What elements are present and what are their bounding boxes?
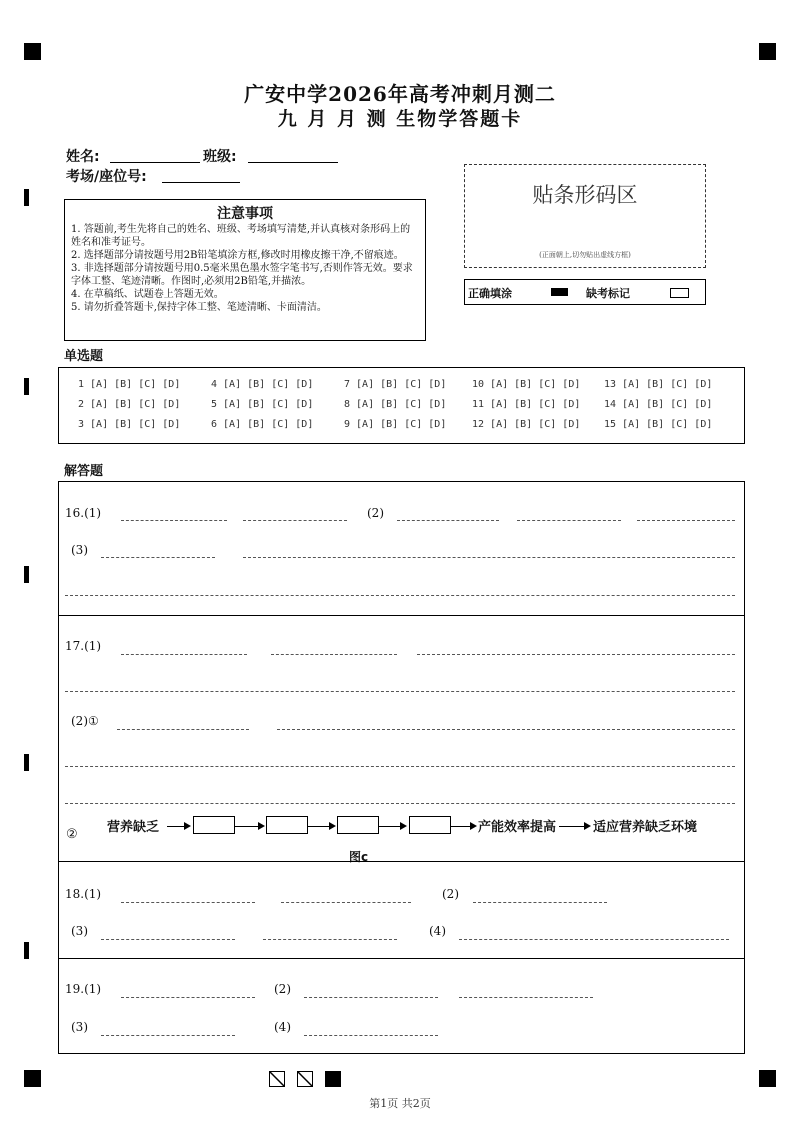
mc-question[interactable]: 10 [A] [B] [C] [D]: [472, 379, 581, 390]
chain-start-text: 营养缺乏: [107, 820, 160, 835]
q17-answer-line[interactable]: [65, 691, 735, 692]
mc-question[interactable]: 3 [A] [B] [C] [D]: [78, 419, 181, 430]
q16-label-2: (2): [367, 506, 384, 520]
page-marker-box: [269, 1071, 285, 1087]
chain-arrow-head: [470, 822, 477, 830]
q17-answer-line[interactable]: [271, 654, 397, 655]
page-marker-slash: [297, 1071, 313, 1087]
name-label: 姓名:: [66, 149, 100, 165]
mc-question[interactable]: 6 [A] [B] [C] [D]: [211, 419, 314, 430]
q18-answer-line[interactable]: [121, 902, 255, 903]
q17-label-1: 17.(1): [65, 639, 102, 653]
timing-mark: [24, 566, 29, 583]
chain-blank-box-1[interactable]: [193, 816, 235, 834]
corner-mark-bottom-left: [24, 1070, 41, 1087]
q18-label-1: 18.(1): [65, 887, 102, 901]
chain-arrow-head: [258, 822, 265, 830]
chain-arrow-head: [184, 822, 191, 830]
timing-mark: [24, 754, 29, 771]
q19-answer-line[interactable]: [304, 1035, 438, 1036]
page-number: 第1页 共2页: [369, 1097, 431, 1110]
chain-arrow: [167, 826, 185, 827]
mc-question[interactable]: 12 [A] [B] [C] [D]: [472, 419, 581, 430]
q16-answer-line[interactable]: [637, 520, 735, 521]
q17-box: [58, 615, 745, 862]
notice-item: 1. 答题前,考生先将自己的姓名、班级、考场填写清楚,并认真核对条形码上的姓名和准考证号。: [71, 224, 411, 248]
correct-fill-label: 正确填涂: [468, 287, 512, 300]
chain-arrow: [451, 826, 471, 827]
mc-question[interactable]: 1 [A] [B] [C] [D]: [78, 379, 181, 390]
corner-mark-top-left: [24, 43, 41, 60]
chain-arrow: [308, 826, 330, 827]
q19-answer-line[interactable]: [459, 997, 593, 998]
mc-section-title: 单选题: [64, 349, 104, 364]
corner-mark-bottom-right: [759, 1070, 776, 1087]
exam-subtitle: 九 月 月 测 生物学答题卡: [277, 108, 523, 130]
answer-section-title: 解答题: [64, 464, 104, 479]
notice-item: 5. 请勿折叠答题卡,保持字体工整、笔迹清晰、卡面清洁。: [71, 302, 327, 313]
q17-label-circle-2: ②: [66, 827, 78, 842]
mc-question[interactable]: 7 [A] [B] [C] [D]: [344, 379, 447, 390]
q18-label-2: (2): [442, 887, 459, 901]
q19-box: [58, 958, 745, 1054]
chain-final-text: 适应营养缺乏环境: [593, 820, 698, 835]
q16-label-1: 16.(1): [65, 506, 102, 520]
q18-label-4: (4): [429, 924, 446, 938]
chain-arrow-head: [400, 822, 407, 830]
chain-blank-box-4[interactable]: [409, 816, 451, 834]
notice-item: 4. 在草稿纸、试题卷上答题无效。: [71, 289, 224, 300]
timing-mark: [24, 942, 29, 959]
mc-answer-box: [58, 367, 745, 444]
notice-title: 注意事项: [217, 206, 273, 222]
seat-label: 考场/座位号:: [66, 169, 147, 185]
notice-box: [64, 199, 426, 341]
chain-blank-box-3[interactable]: [337, 816, 379, 834]
chain-arrow-head: [584, 822, 591, 830]
q16-label-3: (3): [71, 543, 88, 557]
q16-answer-line[interactable]: [243, 557, 735, 558]
q19-label-2: (2): [274, 982, 291, 996]
mc-question[interactable]: 9 [A] [B] [C] [D]: [344, 419, 447, 430]
q18-box: [58, 861, 745, 959]
q16-answer-line[interactable]: [517, 520, 621, 521]
absent-mark-box[interactable]: [670, 288, 689, 298]
fill-legend: [464, 279, 706, 305]
barcode-note: (正面朝上,切勿贴出虚线方框): [539, 251, 631, 259]
q18-answer-line[interactable]: [101, 939, 235, 940]
class-label: 班级:: [203, 149, 237, 165]
q19-answer-line[interactable]: [304, 997, 438, 998]
q16-answer-line[interactable]: [121, 520, 227, 521]
absent-mark-label: 缺考标记: [586, 287, 630, 300]
chain-blank-box-2[interactable]: [266, 816, 308, 834]
q17-answer-line[interactable]: [65, 803, 735, 804]
q16-answer-line[interactable]: [243, 520, 347, 521]
q17-answer-line[interactable]: [117, 729, 249, 730]
class-field[interactable]: [248, 162, 338, 163]
exam-title: 广安中学2026年高考冲刺月测二: [244, 82, 556, 106]
q19-answer-line[interactable]: [121, 997, 255, 998]
q19-label-3: (3): [71, 1020, 88, 1034]
mc-question[interactable]: 8 [A] [B] [C] [D]: [344, 399, 447, 410]
mc-question[interactable]: 15 [A] [B] [C] [D]: [604, 419, 713, 430]
q18-answer-line[interactable]: [263, 939, 397, 940]
q16-box: [58, 481, 745, 616]
q18-answer-line[interactable]: [281, 902, 411, 903]
q19-label-1: 19.(1): [65, 982, 102, 996]
chain-arrow: [379, 826, 401, 827]
notice-item: 2. 选择题部分请按题号用2B铅笔填涂方框,修改时用橡皮擦干净,不留痕迹。: [71, 250, 404, 261]
q17-answer-line[interactable]: [121, 654, 247, 655]
q16-answer-line[interactable]: [101, 557, 215, 558]
q19-label-4: (4): [274, 1020, 291, 1034]
corner-mark-top-right: [759, 43, 776, 60]
q18-answer-line[interactable]: [459, 939, 729, 940]
figure-caption: 图c: [349, 850, 369, 864]
chain-middle-text: 产能效率提高: [478, 820, 557, 835]
chain-arrow: [235, 826, 259, 827]
q17-label-2: (2)①: [71, 714, 99, 728]
q19-answer-line[interactable]: [101, 1035, 235, 1036]
q18-answer-line[interactable]: [473, 902, 607, 903]
q17-answer-line[interactable]: [277, 729, 735, 730]
mc-question[interactable]: 4 [A] [B] [C] [D]: [211, 379, 314, 390]
seat-field[interactable]: [162, 182, 240, 183]
name-field[interactable]: [110, 162, 200, 163]
mc-question[interactable]: 13 [A] [B] [C] [D]: [604, 379, 713, 390]
page-marker-filled: [325, 1071, 341, 1087]
q17-answer-line[interactable]: [65, 766, 735, 767]
mc-question[interactable]: 14 [A] [B] [C] [D]: [604, 399, 713, 410]
mc-question[interactable]: 11 [A] [B] [C] [D]: [472, 399, 581, 410]
barcode-area[interactable]: [464, 164, 706, 268]
page-marker-box: [297, 1071, 313, 1087]
timing-mark: [24, 189, 29, 206]
page-marker-slash: [269, 1071, 285, 1087]
mc-question[interactable]: 5 [A] [B] [C] [D]: [211, 399, 314, 410]
q18-label-3: (3): [71, 924, 88, 938]
q17-answer-line[interactable]: [417, 654, 735, 655]
chain-arrow-head: [329, 822, 336, 830]
q16-answer-line[interactable]: [65, 595, 735, 596]
chain-arrow: [559, 826, 585, 827]
mc-question[interactable]: 2 [A] [B] [C] [D]: [78, 399, 181, 410]
notice-item: 3. 非选择题部分请按题号用0.5毫米黑色墨水签字笔书写,否则作答无效。要求字体工整、笔迹清晰。作图时,必须用2B铅笔,并描浓。: [71, 263, 413, 287]
q16-answer-line[interactable]: [397, 520, 499, 521]
timing-mark: [24, 378, 29, 395]
barcode-title: 贴条形码区: [532, 183, 638, 207]
correct-fill-sample: [551, 288, 568, 296]
